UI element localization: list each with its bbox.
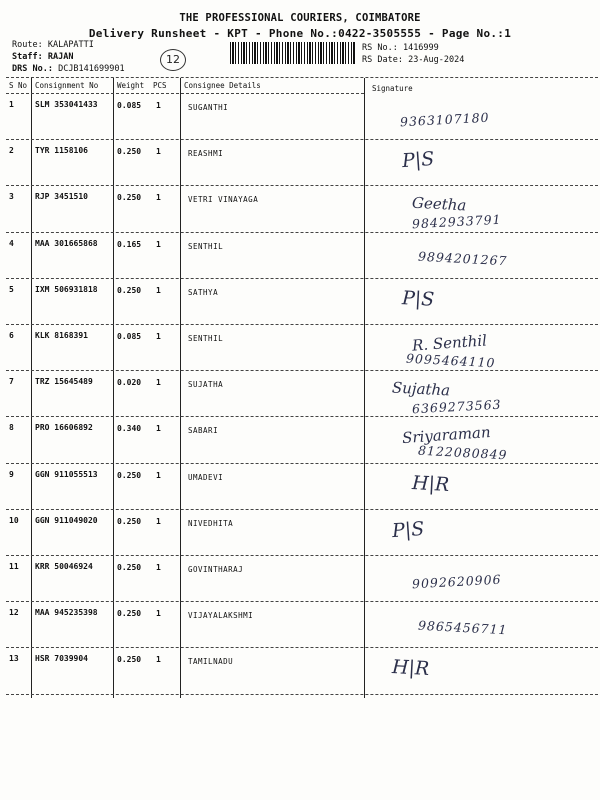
- pieces-value: 1: [156, 516, 161, 526]
- consignee-name: SENTHIL: [188, 334, 224, 343]
- row-serial-number: 2: [9, 146, 14, 156]
- handwritten-phone-number: 9865456711: [417, 617, 508, 638]
- handwritten-signature: Sriyaraman: [401, 423, 492, 448]
- weight-value: 0.250: [117, 609, 142, 619]
- weight-value: 0.085: [117, 101, 142, 110]
- consignee-name: TAMILNADU: [188, 657, 234, 667]
- handwritten-signature: H|R: [391, 656, 430, 681]
- handwritten-signature: H|R: [411, 471, 450, 496]
- handwritten-phone-number: 9894201267: [417, 248, 508, 268]
- pieces-value: 1: [156, 424, 161, 434]
- weight-value: 0.250: [117, 563, 142, 572]
- handwritten-phone-number: 9363107180: [399, 109, 490, 130]
- consignment-number: MAA 945235398: [35, 608, 98, 618]
- rs-date-value: 23-Aug-2024: [408, 55, 465, 65]
- weight-value: 0.340: [117, 424, 142, 434]
- handwritten-signature: Geetha: [411, 193, 467, 215]
- consignee-name: NIVEDHITA: [188, 518, 234, 528]
- pieces-value: 1: [156, 239, 161, 249]
- weight-value: 0.250: [117, 516, 142, 526]
- row-serial-number: 3: [9, 192, 14, 202]
- pieces-value: 1: [156, 470, 161, 480]
- consignee-name: SENTHIL: [188, 241, 224, 251]
- route-value: KALAPATTI: [47, 40, 94, 50]
- consignment-number: RJP 3451510: [35, 192, 88, 202]
- weight-value: 0.085: [117, 332, 142, 341]
- row-separator: [6, 509, 598, 510]
- col-header-pcs: PCS: [153, 81, 167, 90]
- consignee-name: UMADEVI: [188, 472, 224, 482]
- drs-line: [12, 63, 125, 75]
- consignee-name: VETRI VINAYAGA: [188, 195, 259, 205]
- column-divider: [113, 78, 114, 698]
- row-separator: [6, 647, 598, 648]
- row-serial-number: 5: [9, 284, 14, 294]
- consignee-name: VIJAYALAKSHMI: [188, 611, 254, 621]
- row-separator: [6, 324, 598, 325]
- rs-date-line: [362, 54, 464, 66]
- weight-value: 0.250: [117, 147, 142, 157]
- weight-value: 0.020: [117, 378, 142, 388]
- consignment-number: HSR 7039904: [35, 654, 88, 664]
- consignment-number: MAA 301665868: [35, 238, 98, 248]
- row-separator: [6, 185, 598, 186]
- consignee-name: SUJATHA: [188, 380, 224, 390]
- pieces-value: 1: [156, 563, 161, 572]
- row-serial-number: 9: [9, 469, 14, 479]
- consignment-number: KRR 50046924: [35, 562, 93, 571]
- column-divider: [180, 78, 181, 698]
- handwritten-signature: R. Senthil: [411, 331, 488, 355]
- column-divider: [31, 78, 32, 698]
- consignee-name: SABARI: [188, 426, 219, 436]
- weight-value: 0.250: [117, 193, 142, 203]
- rs-no-label: RS No.:: [362, 43, 398, 53]
- row-separator: [6, 139, 598, 140]
- row-serial-number: 10: [9, 515, 19, 525]
- pieces-value: 1: [156, 101, 161, 110]
- row-serial-number: 12: [9, 608, 19, 618]
- rs-no-line: [362, 42, 439, 54]
- route-label: Route:: [12, 40, 43, 50]
- pieces-value: 1: [156, 285, 161, 295]
- pieces-value: 1: [156, 332, 161, 341]
- rs-no-value: 1416999: [402, 43, 439, 53]
- col-header-signature: Signature: [372, 84, 413, 93]
- col-header-consignment: Consignment No: [35, 81, 99, 90]
- col-header-weight: Weight: [117, 81, 145, 90]
- route-line: [12, 39, 94, 51]
- staff-label: Staff:: [12, 52, 43, 62]
- pieces-value: 1: [156, 147, 161, 157]
- drs-label: DRS No.:: [12, 64, 53, 74]
- pieces-value: 1: [156, 193, 161, 203]
- row-serial-number: 7: [9, 377, 14, 387]
- handwritten-signature: P|S: [401, 286, 435, 311]
- handwritten-phone-number: 9842933791: [411, 212, 502, 232]
- row-serial-number: 11: [9, 562, 19, 571]
- handwritten-signature: P|S: [401, 148, 435, 173]
- drs-value: DCJB141699901: [58, 64, 125, 74]
- weight-value: 0.250: [117, 655, 142, 665]
- row-separator: [6, 601, 598, 602]
- col-header-sno: S No: [9, 81, 28, 90]
- row-serial-number: 6: [9, 331, 14, 340]
- consignment-number: KLK 8168391: [35, 331, 88, 340]
- consignment-number: GGN 911055513: [35, 469, 98, 479]
- weight-value: 0.250: [117, 470, 142, 480]
- handwritten-signature: Sujatha: [391, 378, 451, 400]
- row-separator: [6, 370, 598, 371]
- consignment-number: GGN 911049020: [35, 515, 98, 525]
- handwritten-circled-number: 12: [160, 49, 186, 71]
- barcode: [230, 42, 356, 64]
- pieces-value: 1: [156, 655, 161, 665]
- staff-line: [12, 51, 73, 63]
- consignee-name: SATHYA: [188, 287, 219, 297]
- weight-value: 0.250: [117, 285, 142, 295]
- document-subtitle: Delivery Runsheet - KPT - Phone No.:0422-3505555 - Page No.:1: [88, 27, 512, 40]
- row-serial-number: 8: [9, 423, 14, 433]
- weight-value: 0.165: [117, 239, 142, 249]
- row-separator: [6, 278, 598, 279]
- handwritten-signature: P|S: [391, 517, 425, 542]
- handwritten-phone-number: 8122080849: [417, 443, 508, 463]
- handwritten-phone-number: 9095464110: [405, 350, 496, 371]
- staff-value: RAJAN: [47, 52, 74, 62]
- row-separator: [6, 555, 598, 556]
- table-top-rule: [6, 77, 598, 78]
- row-serial-number: 13: [9, 654, 19, 664]
- document-title: THE PROFESSIONAL COURIERS, COIMBATORE: [179, 12, 421, 24]
- pieces-value: 1: [156, 378, 161, 388]
- rs-date-label: RS Date:: [362, 55, 403, 65]
- consignment-number: PRO 16606892: [35, 423, 93, 433]
- consignment-number: IXM 506931818: [35, 284, 98, 294]
- handwritten-phone-number: 6369273563: [411, 396, 502, 417]
- consignee-name: GOVINTHARAJ: [188, 565, 244, 574]
- pieces-value: 1: [156, 609, 161, 619]
- row-separator: [6, 463, 598, 464]
- row-separator: [6, 416, 598, 417]
- handwritten-phone-number: 9092620906: [411, 571, 502, 592]
- column-divider: [364, 78, 365, 698]
- row-separator: [6, 694, 598, 695]
- consignee-name: REASHMI: [188, 149, 224, 159]
- header-bottom-rule: [6, 93, 364, 94]
- consignment-number: SLM 353041433: [35, 100, 98, 109]
- row-serial-number: 1: [9, 100, 14, 109]
- consignment-number: TYR 1158106: [35, 146, 88, 156]
- row-serial-number: 4: [9, 238, 14, 248]
- col-header-consignee: Consignee Details: [184, 81, 261, 90]
- consignment-number: TRZ 15645489: [35, 377, 93, 387]
- row-separator: [6, 232, 598, 233]
- consignee-name: SUGANTHI: [188, 103, 229, 112]
